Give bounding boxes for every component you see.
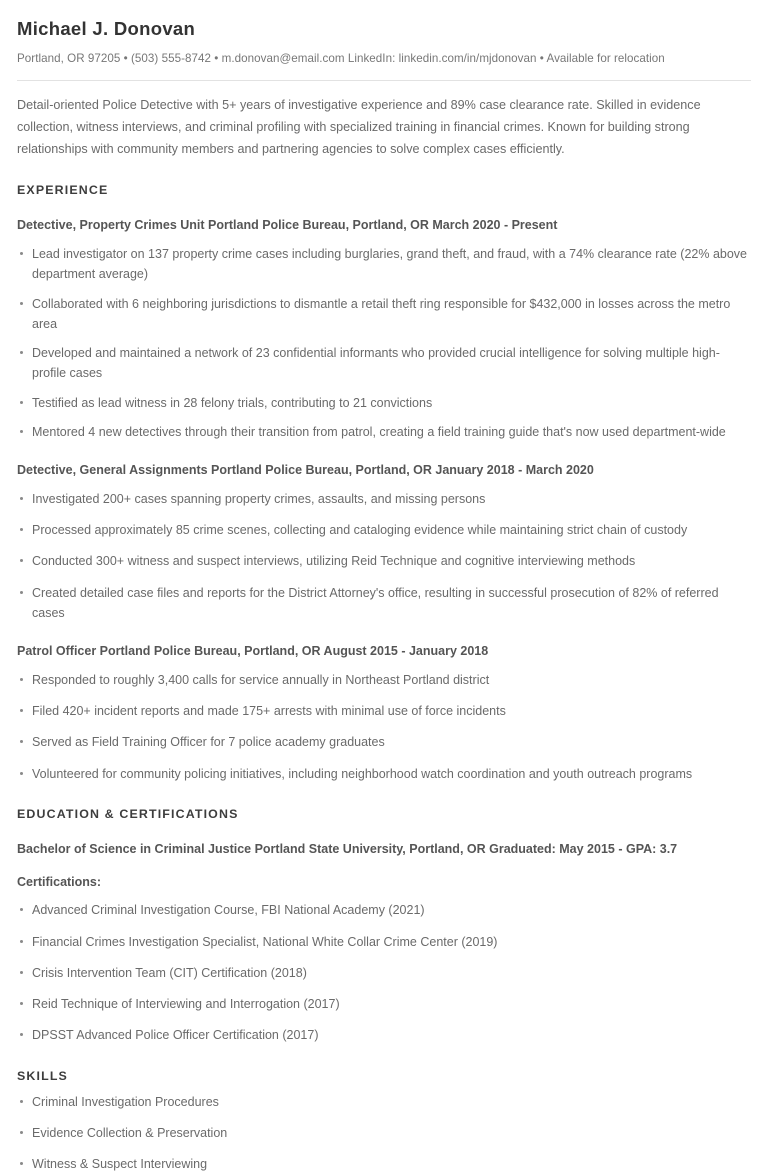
list-item: Mentored 4 new detectives through their transition from patrol, creating a field training guide that's now used department-wide — [19, 422, 751, 442]
list-item: Crisis Intervention Team (CIT) Certification (2018) — [19, 963, 751, 983]
section-heading-education: EDUCATION & CERTIFICATIONS — [17, 806, 239, 821]
list-item: Testified as lead witness in 28 felony trials, contributing to 21 convictions — [19, 393, 751, 413]
experience-bullet-list — [17, 670, 751, 784]
list-item: Evidence Collection & Preservation — [19, 1123, 751, 1143]
contact-line: Portland, OR 97205 • (503) 555-8742 • m.donovan@email.com LinkedIn: linkedin.com/in/mjdonovan • Available for relocation — [17, 52, 665, 66]
experience-entry — [17, 642, 751, 784]
skills-list — [17, 1092, 751, 1174]
experience-entry-heading: Detective, Property Crimes Unit Portland Police Bureau, Portland, OR March 2020 - Present — [17, 218, 558, 233]
list-item: Served as Field Training Officer for 7 police academy graduates — [19, 732, 751, 752]
certifications-label: Certifications: — [17, 874, 102, 889]
list-item: Reid Technique of Interviewing and Interrogation (2017) — [19, 994, 751, 1014]
experience-entry — [17, 461, 751, 623]
list-item: DPSST Advanced Police Officer Certification (2017) — [19, 1025, 751, 1045]
list-item: Filed 420+ incident reports and made 175+ arrests with minimal use of force incidents — [19, 701, 751, 721]
list-item: Responded to roughly 3,400 calls for service annually in Northeast Portland district — [19, 670, 751, 690]
experience-entry-heading: Detective, General Assignments Portland Police Bureau, Portland, OR January 2018 - March 2020 — [17, 463, 594, 478]
certifications-list — [17, 900, 751, 1045]
professional-summary: Detail-oriented Police Detective with 5+ years of investigative experience and 89% case clearance rate. Skilled in evidence collection, witness interviews, and criminal profiling with specialized training in financial crimes. Known for building strong relationships with community members and partnering agencies to solve complex cases efficiently. — [17, 98, 701, 157]
list-item: Advanced Criminal Investigation Course, FBI National Academy (2021) — [19, 900, 751, 920]
experience-entry-heading: Patrol Officer Portland Police Bureau, Portland, OR August 2015 - January 2018 — [17, 644, 489, 659]
list-item: Developed and maintained a network of 23 confidential informants who provided crucial intelligence for solving multiple high-profile cases — [19, 343, 751, 384]
list-item: Criminal Investigation Procedures — [19, 1092, 751, 1112]
list-item: Conducted 300+ witness and suspect interviews, utilizing Reid Technique and cognitive interviewing methods — [19, 551, 751, 571]
header-divider — [17, 80, 751, 81]
list-item: Witness & Suspect Interviewing — [19, 1154, 751, 1174]
experience-entry — [17, 216, 751, 442]
list-item: Created detailed case files and reports for the District Attorney's office, resulting in successful prosecution of 82% of referred cases — [19, 583, 751, 624]
experience-bullet-list — [17, 489, 751, 623]
page-title: Michael J. Donovan — [17, 18, 196, 39]
section-heading-skills: SKILLS — [17, 1068, 68, 1083]
list-item: Volunteered for community policing initiatives, including neighborhood watch coordination and youth outreach programs — [19, 764, 751, 784]
list-item: Financial Crimes Investigation Specialist, National White Collar Crime Center (2019) — [19, 932, 751, 952]
section-heading-experience: EXPERIENCE — [17, 183, 109, 198]
experience-bullet-list — [17, 244, 751, 442]
list-item: Processed approximately 85 crime scenes, collecting and cataloging evidence while maintaining strict chain of custody — [19, 520, 751, 540]
list-item: Collaborated with 6 neighboring jurisdictions to dismantle a retail theft ring responsible for $432,000 in losses across the metro area — [19, 294, 751, 335]
education-degree-line: Bachelor of Science in Criminal Justice Portland State University, Portland, OR Graduated: May 2015 - GPA: 3.7 — [17, 841, 678, 856]
list-item: Lead investigator on 137 property crime cases including burglaries, grand theft, and fraud, with a 74% clearance rate (22% above department average) — [19, 244, 751, 285]
list-item: Investigated 200+ cases spanning property crimes, assaults, and missing persons — [19, 489, 751, 509]
